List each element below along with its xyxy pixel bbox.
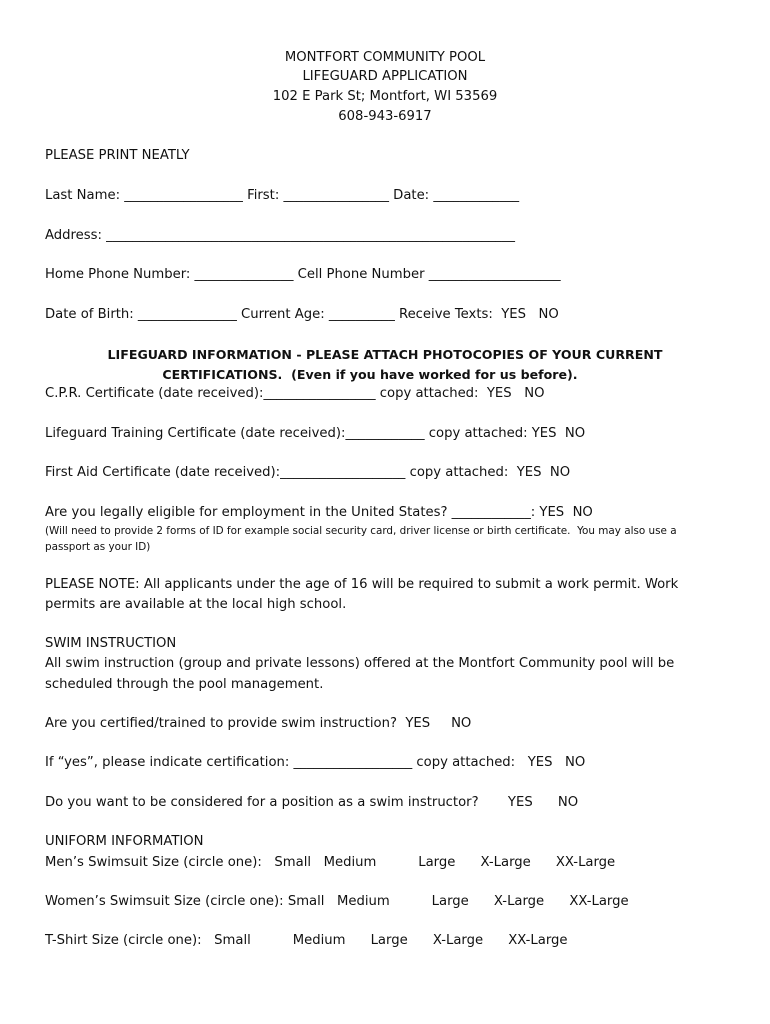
swim-instructor-question[interactable]: Do you want to be considered for a position as a swim instructor? YES NO [45,795,579,810]
mens-swimsuit-size-line[interactable]: Men’s Swimsuit Size (circle one): Small Medium Large X-Large XX-Large [45,855,616,870]
womens-swimsuit-size-line[interactable]: Women’s Swimsuit Size (circle one): Small Medium Large X-Large XX-Large [45,894,629,909]
swim-instruction-desc-cont: scheduled through the pool management. [45,677,324,692]
phone-line[interactable]: Home Phone Number: _______________ Cell Phone Number ____________________ [45,267,561,282]
uniform-heading: UNIFORM INFORMATION [45,834,204,849]
tshirt-size-line[interactable]: T-Shirt Size (circle one): Small Medium Large X-Large XX-Large [45,933,568,948]
swim-certification-line[interactable]: If “yes”, please indicate certification: __________________ copy attached: YES NO [45,755,586,770]
form-title: LIFEGUARD APPLICATION [302,69,468,84]
swim-instruction-desc: All swim instruction (group and private lessons) offered at the Montfort Community pool will be [45,656,675,671]
id-note: (Will need to provide 2 forms of ID for example social security card, driver license or birth certificate. You may also use a [45,525,677,537]
swim-certified-question[interactable]: Are you certified/trained to provide swim instruction? YES NO [45,716,472,731]
training-certificate-line[interactable]: Lifeguard Training Certificate (date received):____________ copy attached: YES NO [45,426,586,441]
lifeguard-heading-cont: CERTIFICATIONS. (Even if you have worked for us before). [162,367,578,382]
address-line[interactable]: Address: ______________________________________________________________ [45,228,515,243]
id-note-cont: passport as your ID) [45,541,151,553]
lifeguard-heading: LIFEGUARD INFORMATION - PLEASE ATTACH PHOTOCOPIES OF YOUR CURRENT [107,347,663,362]
org-name: MONTFORT COMMUNITY POOL [284,50,486,65]
eligibility-line[interactable]: Are you legally eligible for employment in the United States? ____________: YES NO [45,505,593,520]
org-address: 102 E Park St; Montfort, WI 53569 [272,89,498,104]
name-date-line[interactable]: Last Name: __________________ First: ________________ Date: _____________ [45,188,520,203]
work-permit-note-cont: permits are available at the local high school. [45,597,347,612]
dob-age-texts-line[interactable]: Date of Birth: _______________ Current Age: __________ Receive Texts: YES NO [45,307,559,322]
org-phone: 608-943-6917 [338,109,432,124]
work-permit-note: PLEASE NOTE: All applicants under the age of 16 will be required to submit a work permit. Work [45,577,679,592]
cpr-certificate-line[interactable]: C.P.R. Certificate (date received):_________________ copy attached: YES NO [45,386,545,401]
swim-instruction-heading: SWIM INSTRUCTION [45,636,177,651]
first-aid-certificate-line[interactable]: First Aid Certificate (date received):___________________ copy attached: YES NO [45,465,571,480]
print-neatly-note: PLEASE PRINT NEATLY [45,148,190,163]
